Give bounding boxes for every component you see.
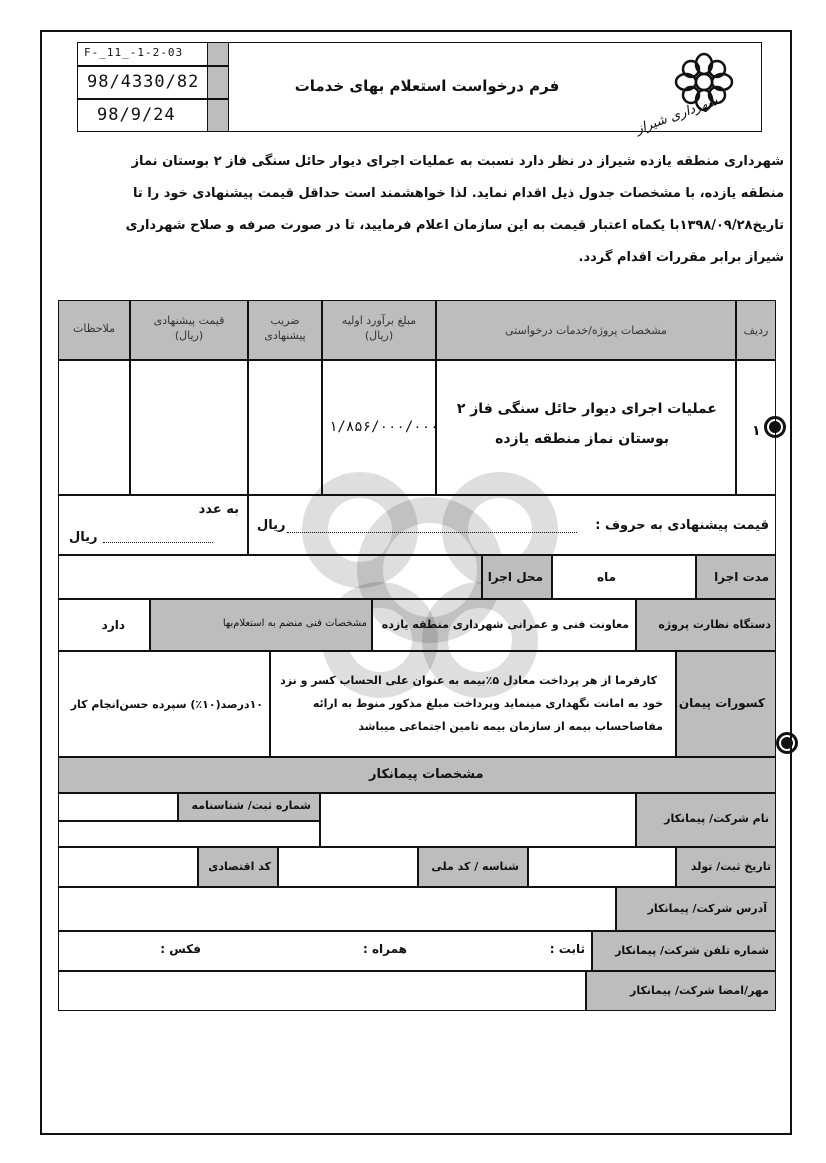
location-label: محل اجرا [487, 570, 543, 584]
contract-line-2: خود به امانت نگهداری مینماید وپرداخت مبلغ مذکور منوط به ارائه [312, 697, 663, 710]
letter-number: 98/4330/82 [87, 72, 200, 92]
col-estimate-header [322, 300, 436, 360]
contract-deposit-cell [58, 651, 270, 757]
row-estimate-cell [322, 360, 439, 495]
stamp-label: مهر/امضا شرکت/ پیمانکار [630, 984, 769, 997]
supervisor-value-cell [372, 599, 636, 651]
letter-date-label [207, 99, 229, 132]
reg-input-top[interactable] [58, 793, 178, 821]
col-spec-label: مشخصات پروژه/خدمات درخواستی [505, 324, 667, 337]
col-notes-label: ملاحظات [73, 322, 115, 335]
phone-label-cell [592, 931, 776, 971]
row-spec-line-2: بوستان نماز منطقه یازده [495, 431, 669, 447]
econ-input[interactable] [58, 847, 198, 887]
location-value-cell[interactable] [58, 555, 482, 599]
row-offer-cell [130, 360, 248, 495]
duration-label-cell [696, 555, 776, 599]
price-number-line[interactable] [103, 542, 213, 543]
col-factor-label: ضریب پیشنهادی [264, 314, 306, 342]
price-words-line[interactable] [287, 532, 577, 533]
col-estimate-label: مبلغ برآورد اولیه (ریال) [341, 314, 417, 342]
birth-label-cell [676, 847, 776, 887]
contractor-section-title: مشخصات پیمانکار [369, 767, 484, 782]
price-words-label: قیمت پیشنهادی به حروف : [595, 518, 769, 533]
price-number-unit: ریال [69, 530, 98, 545]
col-row-label: ردیف [743, 324, 769, 337]
stamp-label-cell [586, 971, 776, 1011]
stamp-input[interactable] [58, 971, 586, 1011]
contract-label-cell [676, 651, 776, 757]
tech-spec-label-cell [150, 599, 372, 651]
address-input[interactable] [58, 887, 616, 931]
intro-line-3: تاریخ۱۳۹۸/۰۹/۲۸با یکماه اعتبار قیمت به این سازمان اعلام فرمایید، تا در صورت صرفه و صلاح شهرداری [125, 218, 784, 233]
reg-label: شماره ثبت/ شناسنامه [191, 799, 311, 812]
logo-text: شهرداری شیراز [634, 93, 720, 138]
contractor-section-header [58, 757, 776, 793]
col-factor-header [248, 300, 322, 360]
contract-deposit: ۱۰درصد(۱۰٪) سپرده حسن‌انجام کار [70, 698, 263, 711]
price-number-cell [58, 495, 248, 555]
row-factor-cell [248, 360, 322, 495]
id-label-cell [418, 847, 528, 887]
address-label: آدرس شرکت/ پیمانکار [647, 902, 767, 915]
letter-date: 98/9/24 [97, 105, 176, 125]
form-title: فرم درخواست استعلام بهای خدمات [294, 77, 560, 95]
row-spec-line-1: عملیات اجرای دیوار حائل سنگی فاز ۲ [456, 401, 717, 417]
intro-line-1: شهرداری منطقه یازده شیراز در نظر دارد نسبت به عملیات اجرای دیوار حائل سنگی فاز ۲ بوستان نماز [131, 154, 784, 169]
contract-text-cell [270, 651, 676, 757]
econ-label-cell [198, 847, 278, 887]
row-number: ۱ [752, 423, 761, 439]
form-code-label [207, 42, 229, 66]
intro-line-2: منطقه یازده، با مشخصات جدول ذیل اقدام نماید. لذا خواهشمند است حداقل قیمت پیشنهادی خود را تا [132, 186, 784, 201]
name-label-cell [636, 793, 776, 847]
name-label: نام شرکت/ پیمانکار [664, 812, 769, 825]
location-label-cell [482, 555, 552, 599]
address-label-cell [616, 887, 776, 931]
supervisor-value: معاونت فنی و عمرانی شهرداری منطقه یازده [381, 618, 629, 631]
phone-mobile-label: همراه : [362, 942, 407, 956]
col-offer-label: قیمت پیشنهادی (ریال) [153, 314, 225, 342]
supervisor-label: دستگاه نظارت پروژه [658, 618, 771, 631]
phone-fixed-label: ثابت : [549, 942, 585, 956]
price-words-unit: ریال [257, 518, 286, 533]
form-code: F-_11_-1-2-03 [84, 46, 184, 59]
contract-label: کسورات پیمان [678, 696, 765, 710]
reg-input[interactable] [58, 821, 320, 847]
tech-spec-label: مشخصات فنی منضم به استعلام‌بها [222, 618, 367, 629]
duration-unit: ماه [597, 570, 617, 584]
birth-label: تاریخ ثبت/ تولد [690, 860, 771, 873]
reg-label-cell [178, 793, 320, 821]
price-words-cell [248, 495, 776, 555]
id-label: شناسه / کد ملی [431, 860, 519, 873]
col-offer-header [130, 300, 248, 360]
contract-line-1: کارفرما از هر پرداخت معادل ۵٪بیمه به عنوان علی الحساب کسر و نزد [280, 674, 657, 687]
duration-label: مدت اجرا [714, 570, 769, 584]
row-spec-cell [436, 360, 736, 495]
phone-fax-label: فکس : [160, 942, 201, 956]
col-spec-header [436, 300, 736, 360]
supervisor-label-cell [636, 599, 776, 651]
tech-spec-value-cell [58, 599, 150, 651]
col-notes-header [58, 300, 130, 360]
logo [634, 50, 754, 138]
row-estimate-value: ۱/۸۵۶/۰۰۰/۰۰۰ [329, 419, 439, 435]
econ-label: کد اقتصادی [208, 860, 271, 873]
col-row-header [736, 300, 776, 360]
birth-input[interactable] [528, 847, 676, 887]
contract-line-3: مفاصاحساب بیمه از سازمان بیمه تامین اجتماعی میباشد [358, 720, 663, 733]
name-input[interactable] [320, 793, 636, 847]
row-number-cell [736, 360, 776, 495]
form-frame [40, 30, 792, 1135]
letter-number-label [207, 66, 229, 99]
phone-input-cell[interactable] [58, 931, 592, 971]
phone-label: شماره تلفن شرکت/ پیمانکار [615, 944, 769, 957]
id-input[interactable] [278, 847, 418, 887]
price-number-label: به عدد [198, 502, 239, 517]
duration-value-cell [552, 555, 696, 599]
tech-spec-value: دارد [101, 618, 125, 632]
intro-line-4: شیراز برابر مقررات اقدام گردد. [578, 250, 784, 265]
row-notes-cell [58, 360, 130, 495]
